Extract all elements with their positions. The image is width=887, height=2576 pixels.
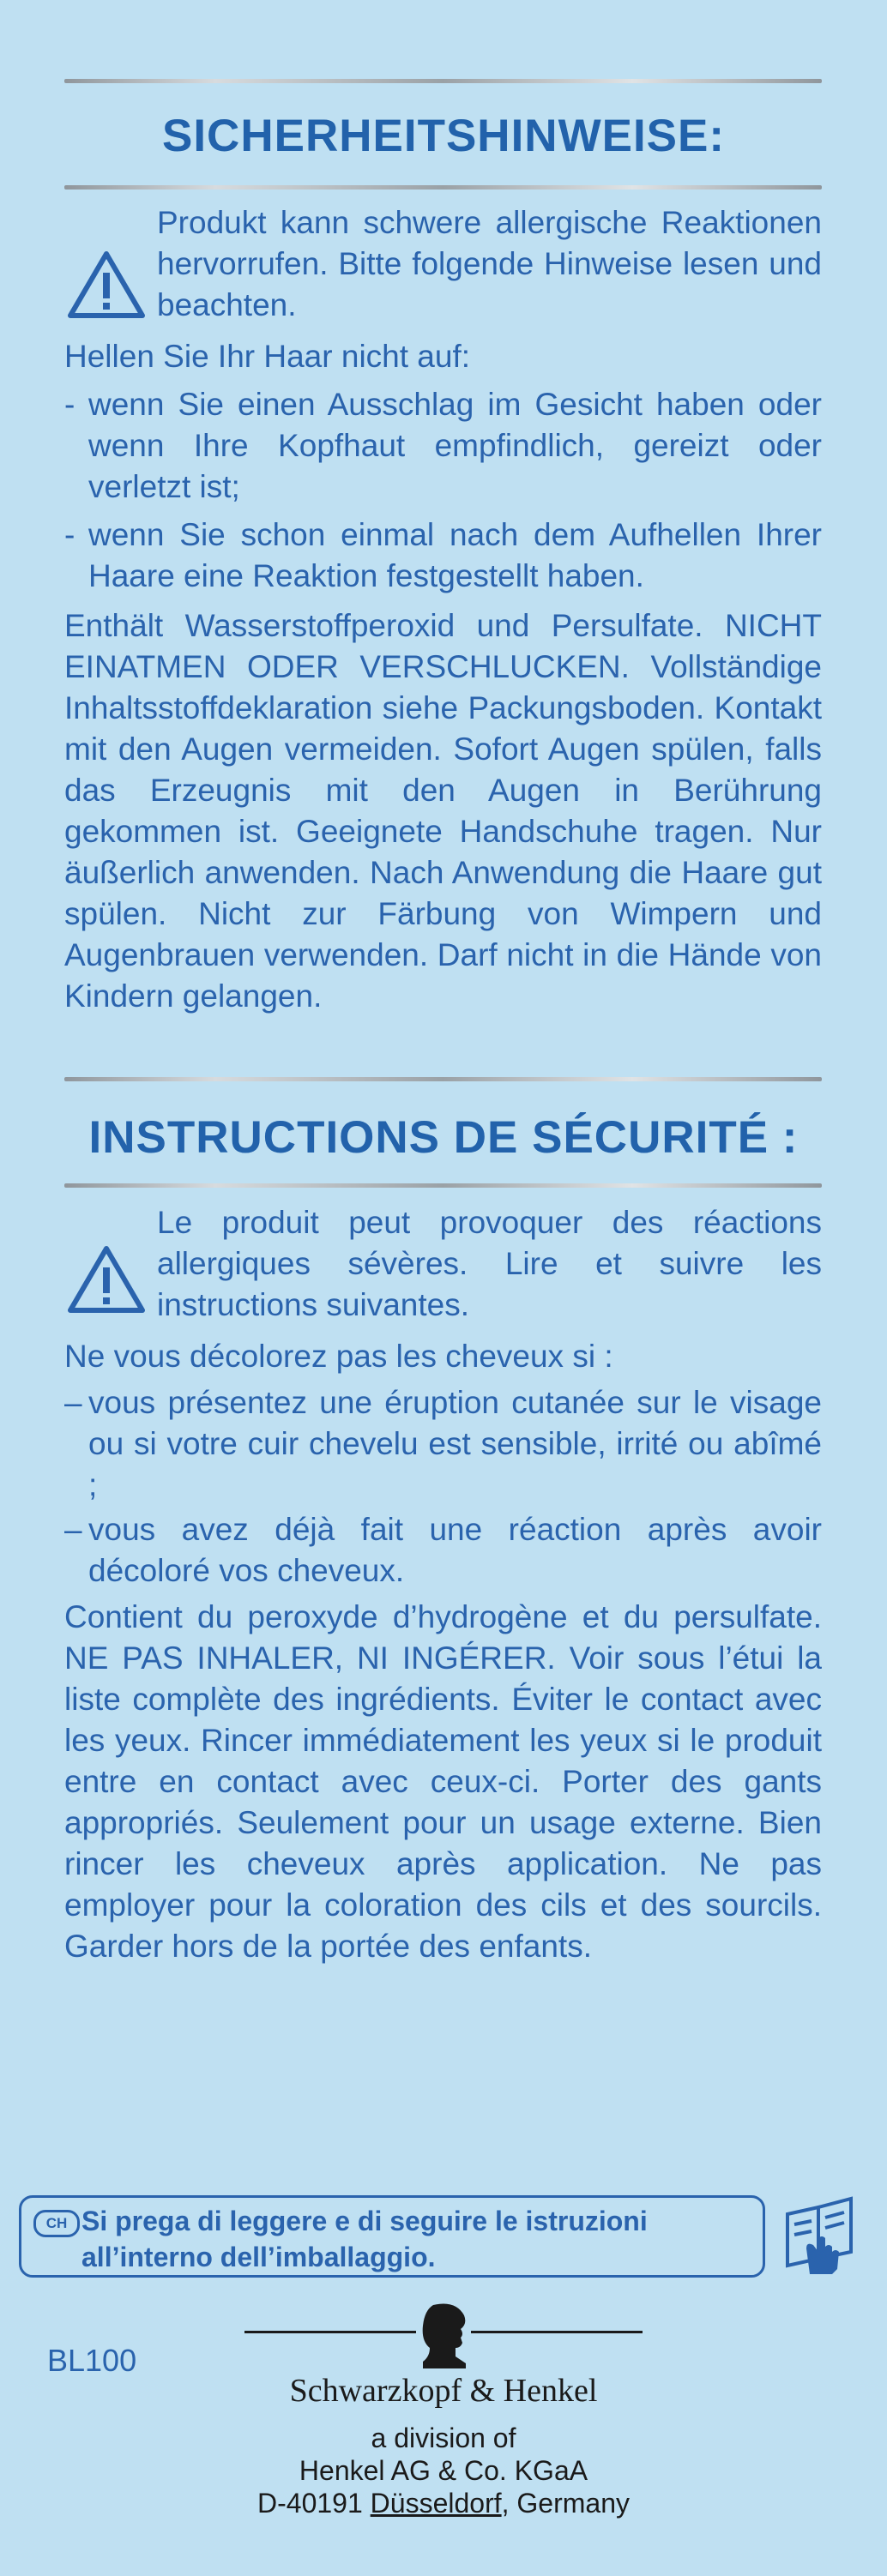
info-text: Si prega di leggere e di seguire le istruzioni all’interno dell’imballaggio. (81, 2206, 648, 2272)
list-dash: – (64, 1512, 82, 1547)
country-badge: CH (33, 2210, 80, 2237)
read-booklet-icon (781, 2195, 863, 2282)
body-text-fr: Contient du peroxyde d’hydrogène et du persulfate. NE PAS INHALER, NI INGÉRER. Voir sous l’étui la liste complète des ingrédients. Éviter le contact avec les yeux. Rincer immédiatement les yeux si le produit entre en contact avec ceux-ci. Porter des gants appropriés. Seulement pour un usage externe. Bien rincer les cheveux après application. Ne pas employer pour la coloration des cils et des sourcils. Garder hors de la portée des enfants. (64, 1599, 822, 1964)
list-item (64, 515, 822, 597)
product-code: BL100 (47, 2343, 137, 2378)
brand-name: Schwarzkopf & Henkel (289, 2373, 598, 2409)
list-item (64, 1509, 822, 1592)
list-dash: - (64, 387, 75, 422)
list-item (64, 1382, 822, 1506)
address-line-3 (0, 2487, 887, 2519)
list-item (64, 384, 822, 508)
list-item-text: vous présentez une éruption cutanée sur le visage ou si votre cuir chevelu est sensible, irrité ou abîmé ; (88, 1385, 822, 1502)
list-item-text: wenn Sie schon einmal nach dem Aufhellen Ihrer Haare eine Reaktion festgestellt haben. (88, 517, 822, 593)
intro-text-fr: Le produit peut provoquer des réactions allergiques sévères. Lire et suivre les instructions suivantes. (157, 1205, 822, 1322)
warning-triangle-icon (67, 250, 146, 319)
divider-rule (64, 1183, 822, 1188)
intro-text-de: Produkt kann schwere allergische Reaktionen hervorrufen. Bitte folgende Hinweise lesen und beachten. (157, 205, 822, 322)
country: , Germany (501, 2488, 630, 2519)
lead-text-fr: Ne vous décolorez pas les cheveux si : (64, 1339, 613, 1374)
body-text-de: Enthält Wasserstoffperoxid und Persulfate. NICHT EINATMEN ODER VERSCHLUCKEN. Vollständige Inhaltsstoffdeklaration siehe Packungsboden. Kontakt mit den Augen vermeiden. Sofort Augen spülen, falls das Erzeugnis mit den Augen in Berührung gekommen ist. Geeignete Handschuhe tragen. Nur äußerlich anwenden. Nach Anwendung die Haare gut spülen. Nicht zur Färbung von Wimpern und Augenbrauen verwenden. Darf nicht in die Hände von Kindern gelangen. (64, 608, 822, 1014)
divider-rule (64, 79, 822, 83)
list-item-text: vous avez déjà fait une réaction après avoir décoloré vos cheveux. (88, 1512, 822, 1588)
warning-triangle-icon (67, 1245, 146, 1314)
info-box (19, 2195, 765, 2278)
postcode: D-40191 (257, 2488, 363, 2519)
list-item-text: wenn Sie einen Ausschlag im Gesicht haben oder wenn Ihre Kopfhaut empfindlich, gereizt oder verletzt ist; (88, 387, 822, 504)
heading-de: SICHERHEITSHINWEISE: (161, 111, 726, 161)
heading-fr: INSTRUCTIONS DE SÉCURITÉ : (88, 1112, 799, 1163)
address-line-1: a division of (371, 2423, 516, 2453)
divider-rule (64, 1077, 822, 1081)
city-link[interactable]: Düsseldorf (370, 2488, 502, 2519)
brand-line-right (471, 2331, 643, 2333)
list-dash: - (64, 517, 75, 552)
divider-rule (64, 185, 822, 190)
list-dash: – (64, 1385, 82, 1420)
address-line-2: Henkel AG & Co. KGaA (299, 2455, 588, 2486)
lead-text-de: Hellen Sie Ihr Haar nicht auf: (64, 339, 471, 374)
profile-head-logo (418, 2303, 469, 2373)
brand-line-left (244, 2331, 416, 2333)
